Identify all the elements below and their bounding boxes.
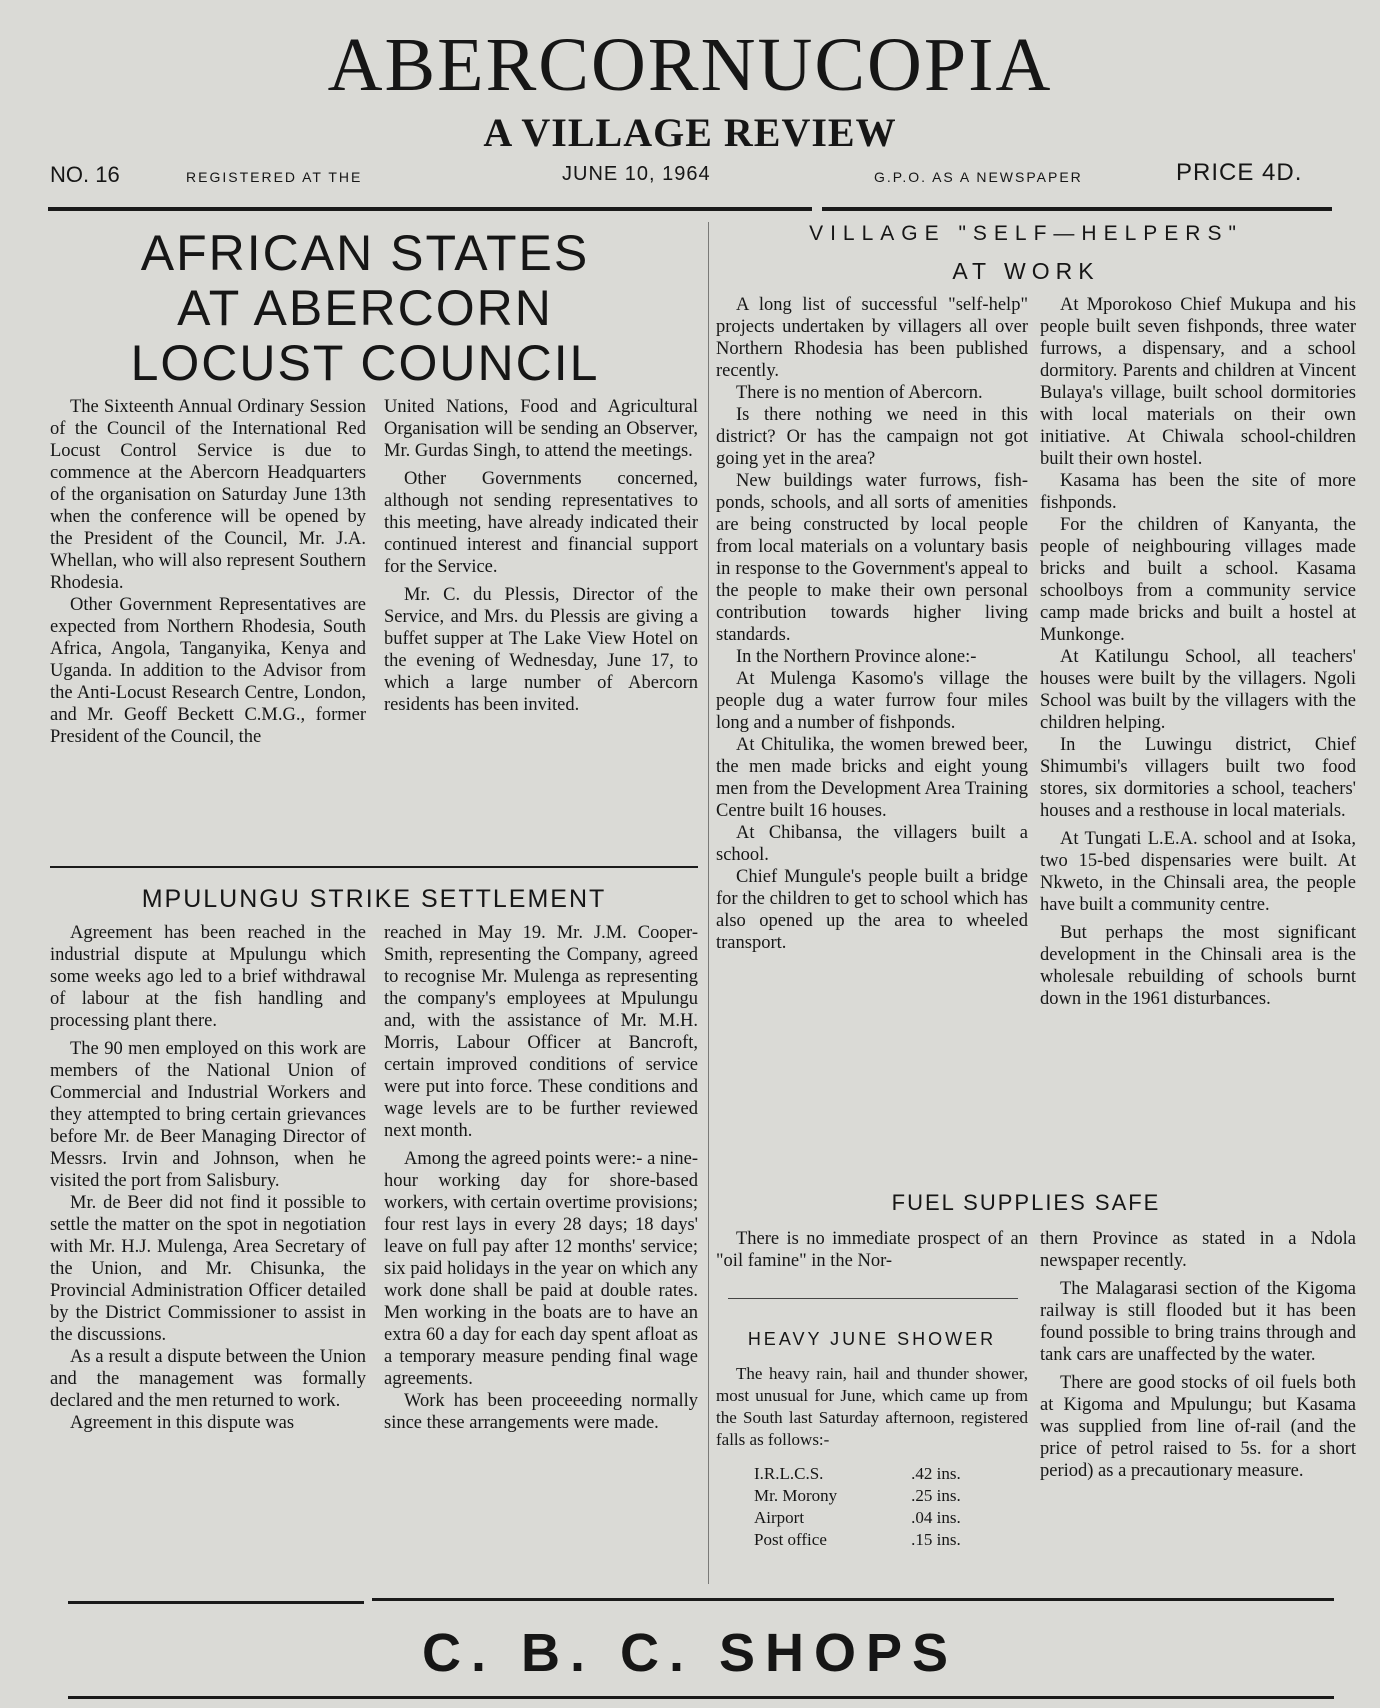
issue-date: JUNE 10, 1964	[562, 163, 711, 185]
paragraph: There are good stocks of oil fuels both at Kigoma and Mpulungu; but Kasama was supplied from line of-rail (and the price of petrol raised to 5s. for a short period) as a precautionary measure.	[1040, 1373, 1356, 1481]
masthead-info-line	[50, 159, 1320, 190]
selfhelp-column-2	[1040, 294, 1356, 1010]
paragraph: Agreement has been reached in the industrial dispute at Mpulungu which some weeks ago led to a brief withdrawal of labour at the fish handling and processing plant there.	[50, 923, 366, 1031]
masthead-rule-right	[822, 207, 1332, 211]
rainfall-table	[754, 1463, 961, 1551]
shower-headline: HEAVY JUNE SHOWER	[747, 1329, 997, 1349]
table-row	[754, 1507, 961, 1529]
paragraph: At Katilungu School, all teachers' houses were built by the villagers. Ngoli School was built by the villagers with the children helping.	[1040, 647, 1356, 733]
paragraph: Is there nothing we need in this district? Or has the campaign not got going yet in the area?	[716, 405, 1028, 469]
paragraph: At Tungati L.E.A. school and at Isoka, two 15-bed dispensaries were built. At Nkweto, in the Chinsali area, the people have built a community centre.	[1040, 829, 1356, 915]
paragraph: In the Northern Province alone:-	[736, 647, 977, 667]
paragraph: The Malagarasi section of the Kigoma railway is still flooded but it has been found possible to bring trains through and tank cars are unaffected by the water.	[1040, 1279, 1356, 1365]
bottom-rule	[68, 1696, 1334, 1699]
paragraph: As a result a dispute between the Union and the management was formally declared and the men returned to work.	[50, 1347, 366, 1411]
paragraph: Kasama has been the site of more fishponds.	[1040, 471, 1356, 513]
rainfall-value: .04 ins.	[911, 1508, 961, 1527]
paragraph: thern Province as stated in a Ndola newspaper recently.	[1040, 1229, 1356, 1271]
table-row	[754, 1529, 961, 1551]
paragraph: At Chibansa, the villagers built a school.	[716, 823, 1028, 865]
paragraph: Chief Mungule's people built a bridge for the children to get to school which has also opened up the area to wheeled transport.	[716, 867, 1028, 953]
paragraph: For the children of Kanyanta, the people of neighbouring villages made bricks and built a school. Kasama schoolboys from a community service camp made bricks and built a hostel at Munkonge.	[1040, 515, 1356, 645]
column-divider-vertical	[708, 222, 709, 1584]
paragraph: But perhaps the most significant development in the Chinsali area is the wholesale rebuilding of schools burnt down in the 1961 disturbances.	[1040, 923, 1356, 1009]
fuel-column-1	[716, 1228, 1028, 1551]
paragraph: At Chitulika, the women brewed beer, the men made bricks and eight young men from the Development Area Training Centre built 16 houses.	[716, 735, 1028, 821]
table-row	[754, 1485, 961, 1507]
paragraph: There is no mention of Abercorn.	[736, 383, 983, 403]
shower-paragraph: The heavy rain, hail and thunder shower, most unusual for June, which came up from the South last Saturday afternoon, registered falls as follows:-	[716, 1364, 1028, 1449]
paragraph: Other Governments concerned, although not sending representatives to this meeting, have already indicated their continued interest and financial support for the Service.	[384, 469, 698, 577]
masthead-subtitle: A VILLAGE REVIEW	[483, 110, 897, 155]
footer-rule-right	[372, 1598, 1334, 1601]
paragraph: At Mporokoso Chief Mukupa and his people built seven fishponds, three water furrows, a dispensary, and a school dormitory. Parents and children at Vincent Bulaya's village, built school dormitories with local materials on their own initiative. At Chiwala school-children built their own hostel.	[1040, 295, 1356, 469]
strike-headline: MPULUNGU STRIKE SETTLEMENT	[141, 885, 607, 913]
rainfall-place: I.R.L.C.S.	[754, 1464, 824, 1483]
gpo-note: G.P.O. AS A NEWSPAPER	[874, 169, 1083, 185]
section-rule	[728, 1298, 1018, 1299]
section-rule	[50, 866, 698, 868]
paragraph: Mr. de Beer did not find it possible to settle the matter on the spot in negotiation with Mr. H.J. Mulenga, Area Secretary of the Union, and Mr. Chisunka, the Provincial Administration Officer detailed by the District Commissioner to assist in the discussions.	[50, 1193, 366, 1345]
locust-headline-line-1: AFRICAN STATES	[140, 225, 590, 281]
paragraph: reached in May 19. Mr. J.M. Cooper-Smith, representing the Company, agreed to recognise Mr. Mulenga as representing the company's employees at Mpulungu and, with the assistance of Mr. M.H. Morris, Labour Officer at Bancroft, certain improved conditions of service were put into force. These conditions and wage levels are to be further reviewed next month.	[384, 923, 698, 1141]
paragraph: At Mulenga Kasomo's village the people dug a water furrow four miles long and a number of fishponds.	[716, 669, 1028, 733]
paragraph: Work has been proceeeding normally since these arrangements were made.	[384, 1391, 698, 1433]
strike-column-1	[50, 922, 366, 1434]
paragraph: There is no immediate prospect of an "oil famine" in the Nor-	[716, 1229, 1028, 1271]
paragraph: New buildings water furrows, fish-ponds, schools, and all sorts of amenities are being constructed by local people from local materials on a voluntary basis in response to the Government's appeal to the people to make their own personal contribution towards higher living standards.	[716, 471, 1028, 645]
locust-headline-line-3: LOCUST COUNCIL	[130, 335, 600, 391]
issue-number: NO. 16	[50, 162, 120, 187]
paragraph: Other Government Representatives are expected from Northern Rhodesia, South Africa, Angola, Tanganyika, Kenya and Uganda. In addition to the Advisor from the Anti-Locust Research Centre, London, and Mr. Geoff Beckett C.M.G., former President of the Council, the	[50, 595, 366, 747]
locust-headline-line-2: AT ABERCORN	[177, 280, 553, 336]
paragraph: The 90 men employed on this work are members of the National Union of Commercial and Industrial Workers and they attempted to bring certain grievances before Mr. de Beer Managing Director of Messrs. Irvin and Johnson, when he visited the port from Salisbury.	[50, 1039, 366, 1191]
registered-note: REGISTERED AT THE	[186, 169, 363, 185]
rainfall-value: .15 ins.	[911, 1530, 961, 1549]
selfhelp-headline-line-1: VILLAGE "SELF—HELPERS"	[809, 222, 1243, 245]
paragraph: The Sixteenth Annual Ordinary Session of the Council of the International Red Locust Control Service is due to commence at the Abercorn Headquarters of the organisation on Saturday June 13th when the conference will be opened by the President of the Council, Mr. J.A. Whellan, who will also represent Southern Rhodesia.	[50, 397, 366, 593]
paragraph: In the Luwingu district, Chief Shimumbi's villagers built two food stores, six dormitories a school, teachers' houses and a resthouse in local materials.	[1040, 735, 1356, 821]
rainfall-value: .42 ins.	[911, 1464, 961, 1483]
paragraph: Agreement in this dispute was	[70, 1413, 295, 1433]
selfhelp-column-1	[716, 294, 1028, 954]
rainfall-place: Airport	[754, 1508, 805, 1527]
strike-column-2	[384, 922, 698, 1434]
rainfall-place: Post office	[754, 1530, 827, 1549]
fuel-headline: FUEL SUPPLIES SAFE	[891, 1190, 1161, 1215]
paragraph: United Nations, Food and Agricultural Organisation will be sending an Observer, Mr. Gurdas Singh, to attend the meetings.	[384, 397, 698, 461]
rainfall-value: .25 ins.	[911, 1486, 961, 1505]
issue-price: PRICE 4D.	[1176, 159, 1303, 186]
locust-column-1	[50, 396, 366, 748]
masthead-title: ABERCORNUCOPIA	[327, 23, 1053, 107]
paragraph: Mr. C. du Plessis, Director of the Service, and Mrs. du Plessis are giving a buffet supper at The Lake View Hotel on the evening of Wednesday, June 17, to which a large number of Abercorn residents has been invited.	[384, 585, 698, 715]
paragraph: Among the agreed points were:- a nine-hour working day for shore-based workers, with certain overtime provisions; four rest lays in every 28 days; 18 days' leave on full pay after 12 months' service; six paid holidays in the year on which any work done shall be paid at double rates. Men working in the boats are to have an extra 60 a day for each day spent afloat as a temporary measure pending final wage agreements.	[384, 1149, 698, 1389]
locust-column-2	[384, 396, 698, 716]
masthead-rule-left	[48, 207, 812, 211]
paragraph: A long list of successful "self-help" projects undertaken by villagers all over Northern Rhodesia has been published recently.	[716, 295, 1028, 381]
footer-rule-left	[68, 1601, 364, 1604]
rainfall-place: Mr. Morony	[754, 1486, 838, 1505]
selfhelp-headline-line-2: AT WORK	[952, 258, 1100, 284]
fuel-column-2	[1040, 1228, 1356, 1482]
table-row	[754, 1463, 961, 1485]
cbc-shops-advert: C. B. C. SHOPS	[421, 1623, 959, 1683]
